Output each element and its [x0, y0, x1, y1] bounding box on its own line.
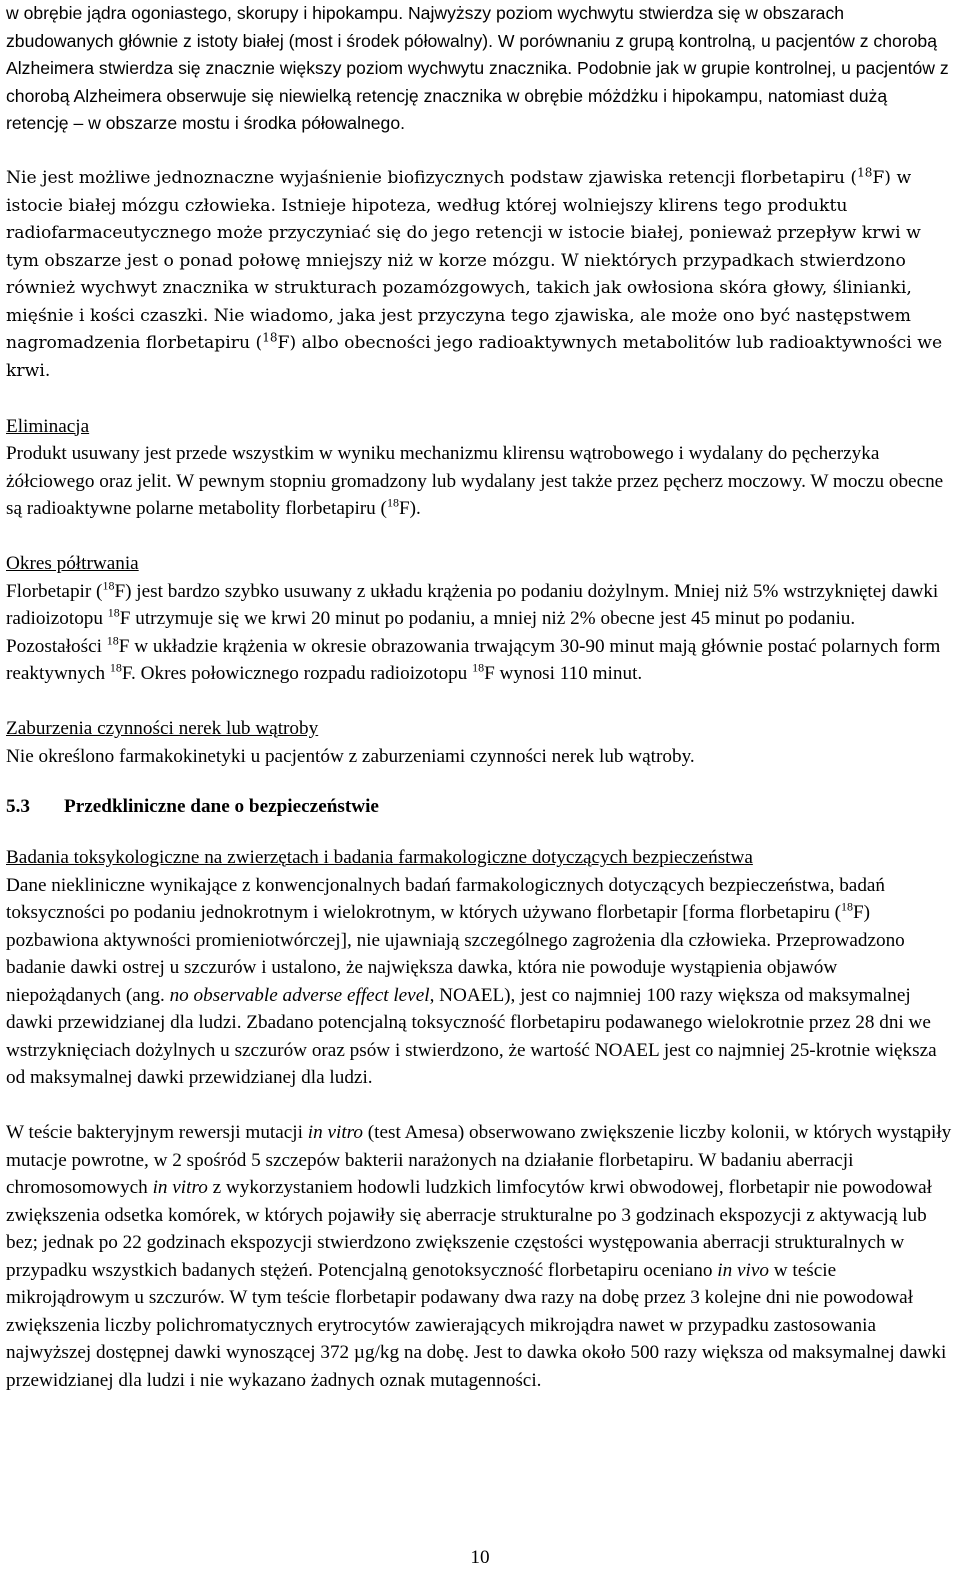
isotope-superscript: 18	[262, 330, 278, 345]
isotope-superscript: 18	[386, 495, 399, 510]
retention-text-2: F) w istocie białej mózgu człowieka. Istnieje hipoteza, według której wolniejszy klirens tego produktu radiofarmaceutycznego może przyczyniać się do jego retencji w istocie białej, ponieważ przepływ krwi w tym obszarze jest o ponad połowę mniejszy niż w korze mózgu. W niektórych przypadkach stwierdzono również wychwyt znacznika w strukturach pozamózgowych, takich jak owłosiona skóra głowy, ślinianki, mięśnie i kości czaszki. Nie wiadomo, jaka jest przyczyna tego zjawiska, ale może ono być następstwem nagromadzenia florbetapiru (	[6, 168, 921, 353]
elimination-heading: Eliminacja	[6, 415, 90, 437]
isotope-superscript: 18	[106, 633, 119, 648]
section-number: 5.3	[6, 796, 30, 817]
half-life-text-4: F w układzie krążenia w okresie obrazowania trwającym 30-90 minut mają głównie postać polarnych form reaktywnych	[6, 635, 941, 684]
impairment-heading: Zaburzenia czynności nerek lub wątroby	[6, 718, 319, 739]
continuation-text: w obrębie jądra ogoniastego, skorupy i hipokampu. Najwyższy poziom wychwytu stwierdza się w obszarach zbudowanych głównie z istoty białej (most i środek półowalny). W porównaniu z grupą kontrolną, u pacjentów z chorobą Alzheimera stwierdza się znacznie większy poziom wychwytu znacznika. Podobnie jak w grupie kontrolnej, u pacjentów z chorobą Alzheimera obserwuje się niewielką retencję znacznika w obrębie móżdżku i hipokampu, natomiast dużą retencję – w obszarze mostu i środka półowalnego.	[6, 3, 949, 133]
isotope-superscript: 18	[857, 165, 873, 180]
toxicology-text-3: , NOAEL), jest co najmniej 100 razy większa od maksymalnej dawki przewidzianej dla ludzi. Zbadano potencjalną toksyczność florbetapiru podawanego wielokrotnie przez 28 dni we wstrzyknięciach dożylnych u szczurów oraz psów i stwierdzono, że wartość NOAEL jest co najmniej 25-krotnie większa od maksymalnej dawki przewidzianej dla ludzi.	[6, 984, 937, 1088]
in-vitro-term: in vitro	[307, 1122, 363, 1143]
impairment-paragraph: Nie określono farmakokinetyki u pacjentów z zaburzeniami czynności nerek lub wątroby.	[6, 745, 695, 767]
retention-text-3: F) albo obecności jego radioaktywnych metabolitów lub radioaktywności we krwi.	[6, 333, 943, 381]
mutagenicity-paragraph	[6, 1119, 952, 1394]
page-number: 10	[470, 1547, 490, 1568]
section-title-text: Przedkliniczne dane o bezpieczeństwie	[64, 796, 379, 817]
mutagenicity-text-1: W teście bakteryjnym rewersji mutacji	[6, 1122, 308, 1143]
isotope-superscript: 18	[102, 578, 115, 593]
mutagenicity-text-3: z wykorzystaniem hodowli ludzkich limfocytów krwi obwodowej, florbetapir nie powodował zwiększenia odsetka komórek, w których pojawiły się aberracje strukturalne po 3 godzinach ekspozycji z aktywacją lub bez; jednak po 22 godzinach ekspozycji stwierdzono zwiększenie częstości występowania aberracji strukturalnych w przypadku wszystkich badanych stężeń. Potencjalną genotoksyczność florbetapiru oceniano	[6, 1177, 932, 1281]
toxicology-heading: Badania toksykologiczne na zwierzętach i badania farmakologiczne dotyczących bezpieczeństwa	[6, 847, 753, 868]
half-life-paragraph	[6, 578, 952, 688]
isotope-superscript: 18	[472, 660, 485, 675]
in-vivo-term: in vivo	[717, 1259, 769, 1281]
half-life-text-3: F utrzymuje się we krwi 20 minut po podaniu, a mniej niż 2% obecne jest 45 minut po podaniu. Pozostałości	[6, 608, 856, 657]
isotope-superscript: 18	[840, 899, 853, 914]
noael-term: no observable adverse effect level	[169, 984, 430, 1006]
isotope-superscript: 18	[109, 660, 122, 675]
toxicology-text-2: F) pozbawiona aktywności promieniotwórczej], nie ujawniają szczególnego zagrożenia dla człowieka. Przeprowadzono badanie dawki ostrej u szczurów i ustalono, że największa dawka, która nie powoduje wystąpienia objawów niepożądanych (ang.	[6, 902, 905, 1006]
toxicology-paragraph	[6, 872, 952, 1092]
half-life-text-1: Florbetapir (	[6, 580, 103, 602]
toxicology-text-1: Dane niekliniczne wynikające z konwencjonalnych badań farmakologicznych dotyczących bezpieczeństwa, badań toksyczności po podaniu jednokrotnym i wielokrotnym, w których używano florbetapir [forma florbetapiru (	[6, 874, 886, 923]
in-vitro-term: in vitro	[152, 1177, 208, 1198]
elimination-text-2: F).	[398, 498, 421, 519]
continuation-paragraph	[6, 0, 952, 138]
half-life-text-5: F. Okres połowicznego rozpadu radioizotopu	[121, 663, 473, 684]
retention-paragraph	[6, 165, 952, 385]
document-page	[6, 0, 952, 1394]
mutagenicity-text-2: (test Amesa) obserwowano zwiększenie liczby kolonii, w których wystąpiły mutacje powrotne, w 2 spośród 5 szczepów bakterii narażonych na działanie florbetapiru. W badaniu aberracji chromosomowych	[6, 1122, 952, 1198]
mutagenicity-text-4: w teście mikrojądrowym u szczurów. W tym teście florbetapir podawany dwa razy na dobę przez 3 kolejne dni nie powodował zwiększenia liczby polichromatycznych erytrocytów zawierających mikrojądra nawet w przypadku zastosowania najwyższej dostępnej dawki wynoszącej 372 µg/kg na dobę. Jest to dawka około 500 razy większa od maksymalnej dawki przewidzianej dla ludzi i nie wykazano żadnych oznak mutagenności.	[6, 1259, 947, 1391]
elimination-text-1: Produkt usuwany jest przede wszystkim w wyniku mechanizmu klirensu wątrobowego i wydalany do pęcherzyka żółciowego oraz jelit. W pewnym stopniu gromadzony lub wydalany jest także przez pęcherz moczowy. W moczu obecne są radioaktywne polarne metabolity florbetapiru (	[6, 443, 944, 519]
half-life-text-6: F wynosi 110 minut.	[484, 663, 643, 684]
retention-text-1: Nie jest możliwe jednoznaczne wyjaśnienie biofizycznych podstaw zjawiska retencji florbetapiru (	[6, 168, 858, 188]
section-5-3-title	[6, 790, 952, 824]
half-life-text-2: F) jest bardzo szybko usuwany z układu krążenia po podaniu dożylnym. Mniej niż 5% wstrzykniętej dawki radioizotopu	[6, 580, 939, 629]
isotope-superscript: 18	[107, 605, 120, 620]
half-life-heading: Okres półtrwania	[6, 553, 139, 574]
elimination-paragraph	[6, 440, 952, 523]
